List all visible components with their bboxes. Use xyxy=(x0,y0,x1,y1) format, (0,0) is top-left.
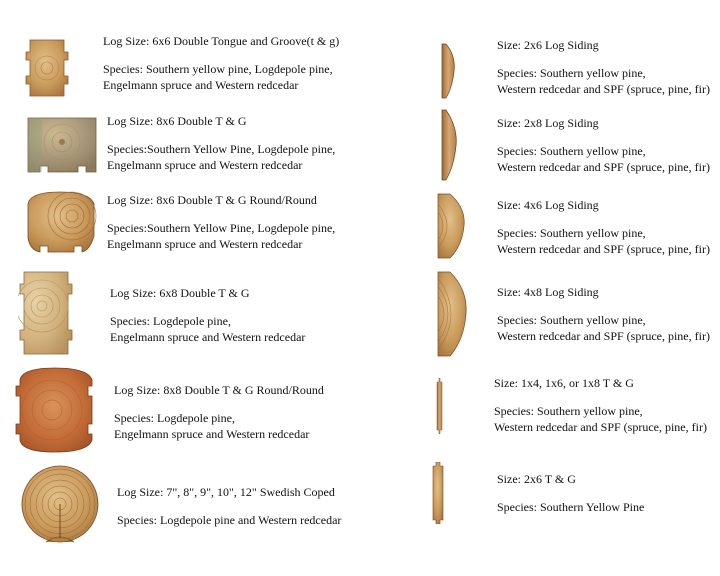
species-label: Species:Southern Yellow Pine, Logdepole pine, Engelmann spruce and Western redcedar xyxy=(107,142,336,172)
log-size-label: Size: 2x8 Log Siding xyxy=(497,116,599,130)
log-size-label: Size: 2x6 Log Siding xyxy=(497,38,599,52)
species-label: Species: Logdepole pine, Engelmann spruce and Western redcedar xyxy=(114,411,310,441)
log-size-label: Size: 4x8 Log Siding xyxy=(497,285,599,299)
species-label: Species: Southern yellow pine, Logdepole pine, Engelmann spruce and Western redcedar xyxy=(103,62,333,92)
species-label: Species: Logdepole pine, Engelmann spruce and Western redcedar xyxy=(110,314,306,344)
log-size-label: Log Size: 8x8 Double T & G Round/Round xyxy=(114,383,324,397)
species-label: Species: Southern yellow pine, Western redcedar and SPF (spruce, pine, fir) xyxy=(497,144,710,174)
log-6x6-tg-image xyxy=(24,38,70,98)
board-2x6-tg-image xyxy=(430,462,446,524)
species-label: Species: Southern Yellow Pine xyxy=(497,500,645,514)
log-size-label: Size: 4x6 Log Siding xyxy=(497,198,599,212)
siding-4x8-image xyxy=(434,270,470,358)
log-swedish-coped-image xyxy=(18,462,102,546)
log-8x8-round-image xyxy=(12,366,98,454)
log-6x8-tg-image xyxy=(18,270,74,356)
log-size-label: Log Size: 6x8 Double T & G xyxy=(110,286,250,300)
log-size-label: Log Size: 7", 8", 9", 10", 12" Swedish Coped xyxy=(117,485,335,499)
siding-2x6-image xyxy=(438,42,458,100)
log-size-label: Log Size: 6x6 Double Tongue and Groove(t & g) xyxy=(103,34,340,48)
log-size-label: Size: 2x6 T & G xyxy=(497,472,576,486)
log-size-label: Log Size: 8x6 Double T & G Round/Round xyxy=(107,193,317,207)
siding-2x8-image xyxy=(438,108,460,182)
species-label: Species: Southern yellow pine, Western redcedar and SPF (spruce, pine, fir) xyxy=(497,66,710,96)
log-8x6-round-image xyxy=(22,190,98,256)
species-label: Species:Southern Yellow Pine, Logdepole pine, Engelmann spruce and Western redcedar xyxy=(107,221,336,251)
siding-4x6-image xyxy=(434,192,468,260)
log-size-label: Size: 1x4, 1x6, or 1x8 T & G xyxy=(494,376,634,390)
species-label: Species: Southern yellow pine, Western redcedar and SPF (spruce, pine, fir) xyxy=(494,404,707,434)
board-1x-tg-image xyxy=(434,378,444,434)
log-size-label: Log Size: 8x6 Double T & G xyxy=(107,114,247,128)
species-label: Species: Southern yellow pine, Western redcedar and SPF (spruce, pine, fir) xyxy=(497,226,710,256)
species-label: Species: Logdepole pine and Western redcedar xyxy=(117,513,342,527)
log-8x6-tg-image xyxy=(24,116,100,176)
species-label: Species: Southern yellow pine, Western redcedar and SPF (spruce, pine, fir) xyxy=(497,313,710,343)
